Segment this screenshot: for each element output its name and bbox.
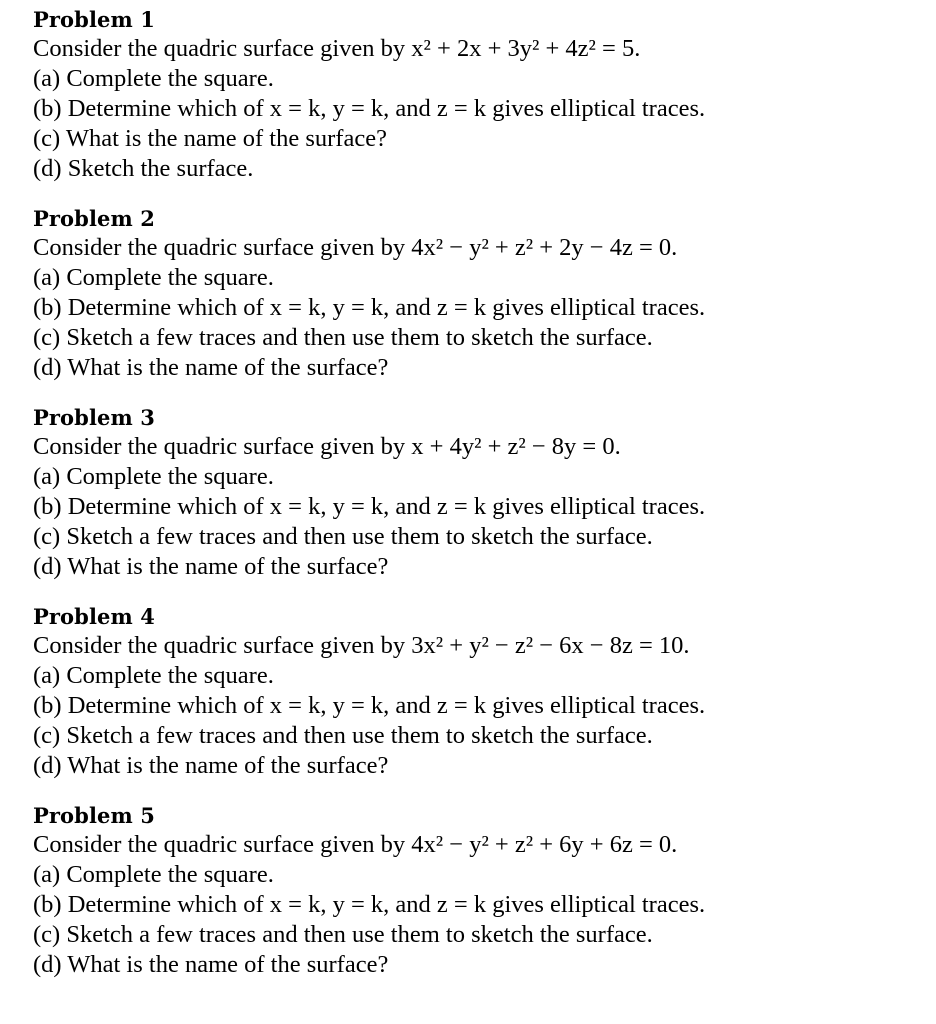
part-c: (c) Sketch a few traces and then use them to sketch the surface. <box>33 523 653 550</box>
part-b: (b) Determine which of x = k, y = k, and z = k gives elliptical traces. <box>33 692 706 719</box>
equation: x + 4y² + z² − 8y = 0. <box>411 433 621 460</box>
problem-1 <box>33 5 913 184</box>
part-a: (a) Complete the square. <box>33 662 274 689</box>
problem-3 <box>33 403 913 582</box>
problem-statement <box>33 830 913 860</box>
part-b: (b) Determine which of x = k, y = k, and z = k gives elliptical traces. <box>33 891 706 918</box>
statement-prefix: Consider the quadric surface given by <box>33 831 412 858</box>
problem-statement <box>33 233 913 263</box>
part-d: (d) What is the name of the surface? <box>33 951 389 978</box>
part-b: (b) Determine which of x = k, y = k, and z = k gives elliptical traces. <box>33 493 706 520</box>
problem-title: Problem 5 <box>33 803 155 828</box>
statement-prefix: Consider the quadric surface given by <box>33 632 412 659</box>
part-a: (a) Complete the square. <box>33 65 274 92</box>
part-c: (c) Sketch a few traces and then use them to sketch the surface. <box>33 921 653 948</box>
statement-prefix: Consider the quadric surface given by <box>33 35 412 62</box>
problem-title: Problem 2 <box>33 206 155 231</box>
part-b: (b) Determine which of x = k, y = k, and z = k gives elliptical traces. <box>33 95 706 122</box>
part-a: (a) Complete the square. <box>33 861 274 888</box>
equation: 4x² − y² + z² + 6y + 6z = 0. <box>411 831 678 858</box>
equation: 3x² + y² − z² − 6x − 8z = 10. <box>411 632 690 659</box>
problem-title: Problem 1 <box>33 7 155 32</box>
part-d: (d) What is the name of the surface? <box>33 752 389 779</box>
part-b: (b) Determine which of x = k, y = k, and z = k gives elliptical traces. <box>33 294 706 321</box>
part-a: (a) Complete the square. <box>33 463 274 490</box>
problem-statement <box>33 34 913 64</box>
part-d: (d) Sketch the surface. <box>33 155 254 182</box>
statement-prefix: Consider the quadric surface given by <box>33 234 412 261</box>
equation: 4x² − y² + z² + 2y − 4z = 0. <box>411 234 678 261</box>
problem-title: Problem 3 <box>33 405 155 430</box>
problem-2 <box>33 204 913 383</box>
problem-statement <box>33 631 913 661</box>
problem-statement <box>33 432 913 462</box>
equation: x² + 2x + 3y² + 4z² = 5. <box>411 35 641 62</box>
problem-title: Problem 4 <box>33 604 155 629</box>
problem-4 <box>33 602 913 781</box>
statement-prefix: Consider the quadric surface given by <box>33 433 412 460</box>
part-c: (c) Sketch a few traces and then use them to sketch the surface. <box>33 722 653 749</box>
part-a: (a) Complete the square. <box>33 264 274 291</box>
part-d: (d) What is the name of the surface? <box>33 553 389 580</box>
part-c: (c) What is the name of the surface? <box>33 125 387 152</box>
part-c: (c) Sketch a few traces and then use them to sketch the surface. <box>33 324 653 351</box>
part-d: (d) What is the name of the surface? <box>33 354 389 381</box>
problem-5 <box>33 801 913 980</box>
